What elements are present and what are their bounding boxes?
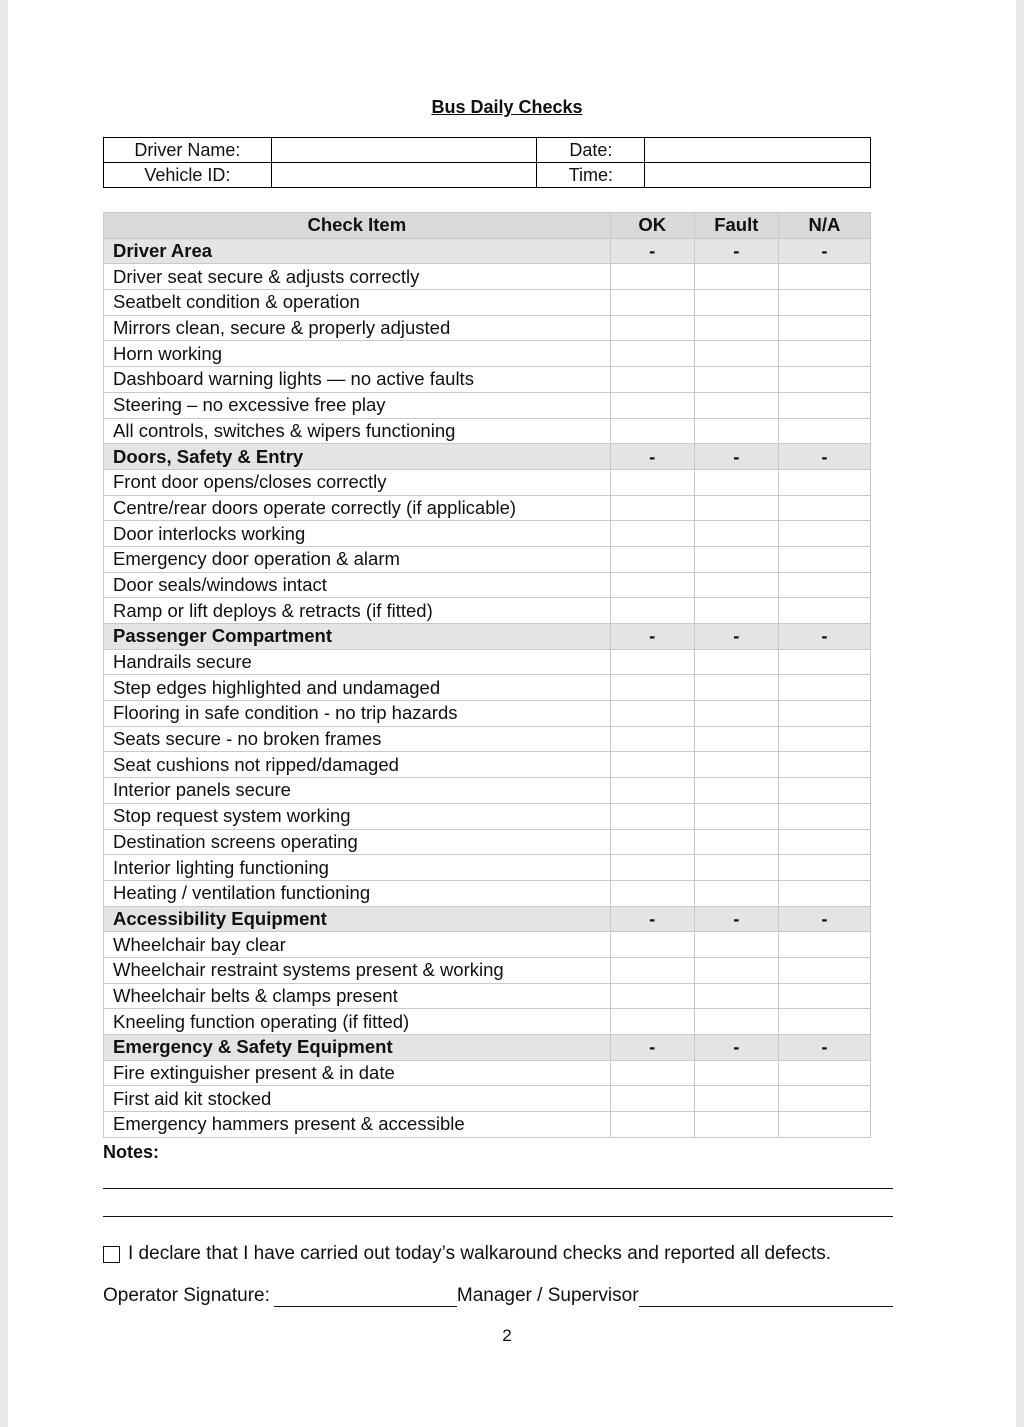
check-item-label: Heating / ventilation functioning xyxy=(104,880,611,906)
na-cell[interactable] xyxy=(778,701,870,727)
date-field[interactable] xyxy=(645,138,871,163)
na-cell[interactable] xyxy=(778,932,870,958)
check-row xyxy=(104,983,871,1009)
check-item-label: Wheelchair bay clear xyxy=(104,932,611,958)
fault-cell[interactable] xyxy=(694,290,778,316)
check-row xyxy=(104,1009,871,1035)
ok-cell[interactable] xyxy=(610,957,694,983)
section-marker-fault: - xyxy=(694,238,778,264)
check-row xyxy=(104,932,871,958)
header-na: N/A xyxy=(778,213,870,239)
section-row xyxy=(104,906,871,932)
check-item-label: Door seals/windows intact xyxy=(104,572,611,598)
check-item-label: Emergency hammers present & accessible xyxy=(104,1112,611,1138)
check-row xyxy=(104,418,871,444)
declaration-checkbox[interactable] xyxy=(103,1246,120,1263)
ok-cell[interactable] xyxy=(610,1060,694,1086)
ok-cell[interactable] xyxy=(610,1009,694,1035)
fault-cell[interactable] xyxy=(694,983,778,1009)
ok-cell[interactable] xyxy=(610,855,694,881)
operator-signature-field[interactable] xyxy=(274,1286,457,1307)
na-cell[interactable] xyxy=(778,649,870,675)
check-row xyxy=(104,392,871,418)
na-cell[interactable] xyxy=(778,829,870,855)
ok-cell[interactable] xyxy=(610,829,694,855)
na-cell[interactable] xyxy=(778,726,870,752)
na-cell[interactable] xyxy=(778,983,870,1009)
check-item-label: Seatbelt condition & operation xyxy=(104,290,611,316)
ok-cell[interactable] xyxy=(610,341,694,367)
na-cell[interactable] xyxy=(778,418,870,444)
check-row xyxy=(104,367,871,393)
ok-cell[interactable] xyxy=(610,1086,694,1112)
page-title: Bus Daily Checks xyxy=(431,97,583,117)
section-row xyxy=(104,624,871,650)
check-item-label: Handrails secure xyxy=(104,649,611,675)
ok-cell[interactable] xyxy=(610,290,694,316)
fault-cell[interactable] xyxy=(694,726,778,752)
na-cell[interactable] xyxy=(778,469,870,495)
section-title: Emergency & Safety Equipment xyxy=(104,1035,611,1061)
check-item-label: First aid kit stocked xyxy=(104,1086,611,1112)
ok-cell[interactable] xyxy=(610,649,694,675)
fault-cell[interactable] xyxy=(694,803,778,829)
section-marker-na: - xyxy=(778,444,870,470)
check-row xyxy=(104,290,871,316)
na-cell[interactable] xyxy=(778,957,870,983)
na-cell[interactable] xyxy=(778,521,870,547)
check-item-label: Steering – no excessive free play xyxy=(104,392,611,418)
time-label: Time: xyxy=(537,163,645,188)
ok-cell[interactable] xyxy=(610,675,694,701)
check-row xyxy=(104,572,871,598)
ok-cell[interactable] xyxy=(610,367,694,393)
driver-name-field[interactable] xyxy=(271,138,537,163)
checks-header-row xyxy=(104,213,871,239)
notes-line-1[interactable] xyxy=(103,1188,893,1189)
time-field[interactable] xyxy=(645,163,871,188)
check-row xyxy=(104,829,871,855)
fault-cell[interactable] xyxy=(694,495,778,521)
declaration-text: I declare that I have carried out today’s walkaround checks and reported all defects. xyxy=(128,1243,832,1264)
check-item-label: Interior panels secure xyxy=(104,778,611,804)
fault-cell[interactable] xyxy=(694,957,778,983)
checks-table xyxy=(103,212,871,1138)
check-row xyxy=(104,546,871,572)
ok-cell[interactable] xyxy=(610,726,694,752)
na-cell[interactable] xyxy=(778,598,870,624)
section-marker-ok: - xyxy=(610,238,694,264)
na-cell[interactable] xyxy=(778,778,870,804)
check-row xyxy=(104,957,871,983)
ok-cell[interactable] xyxy=(610,495,694,521)
check-item-label: Front door opens/closes correctly xyxy=(104,469,611,495)
check-item-label: Seats secure - no broken frames xyxy=(104,726,611,752)
check-row xyxy=(104,1112,871,1138)
fault-cell[interactable] xyxy=(694,546,778,572)
fault-cell[interactable] xyxy=(694,649,778,675)
section-title: Driver Area xyxy=(104,238,611,264)
driver-info-table xyxy=(103,137,871,188)
fault-cell[interactable] xyxy=(694,932,778,958)
ok-cell[interactable] xyxy=(610,983,694,1009)
check-item-label: Step edges highlighted and undamaged xyxy=(104,675,611,701)
check-item-label: Seat cushions not ripped/damaged xyxy=(104,752,611,778)
document-page xyxy=(8,0,1016,1427)
fault-cell[interactable] xyxy=(694,418,778,444)
na-cell[interactable] xyxy=(778,803,870,829)
fault-cell[interactable] xyxy=(694,1086,778,1112)
check-row xyxy=(104,341,871,367)
fault-cell[interactable] xyxy=(694,752,778,778)
fault-cell[interactable] xyxy=(694,829,778,855)
check-row xyxy=(104,675,871,701)
declaration xyxy=(103,1243,831,1265)
section-row xyxy=(104,238,871,264)
fault-cell[interactable] xyxy=(694,701,778,727)
fault-cell[interactable] xyxy=(694,572,778,598)
na-cell[interactable] xyxy=(778,546,870,572)
check-item-label: All controls, switches & wipers functioning xyxy=(104,418,611,444)
check-item-label: Door interlocks working xyxy=(104,521,611,547)
na-cell[interactable] xyxy=(778,290,870,316)
check-item-label: Wheelchair restraint systems present & working xyxy=(104,957,611,983)
page-number: 2 xyxy=(502,1326,512,1345)
na-cell[interactable] xyxy=(778,675,870,701)
section-marker-ok: - xyxy=(610,444,694,470)
section-marker-na: - xyxy=(778,238,870,264)
check-row xyxy=(104,855,871,881)
fault-cell[interactable] xyxy=(694,880,778,906)
na-cell[interactable] xyxy=(778,1086,870,1112)
na-cell[interactable] xyxy=(778,264,870,290)
check-row xyxy=(104,1086,871,1112)
section-marker-na: - xyxy=(778,624,870,650)
ok-cell[interactable] xyxy=(610,418,694,444)
na-cell[interactable] xyxy=(778,880,870,906)
check-item-label: Dashboard warning lights — no active faults xyxy=(104,367,611,393)
check-item-label: Driver seat secure & adjusts correctly xyxy=(104,264,611,290)
check-row xyxy=(104,752,871,778)
check-row xyxy=(104,701,871,727)
fault-cell[interactable] xyxy=(694,521,778,547)
section-marker-fault: - xyxy=(694,1035,778,1061)
section-row xyxy=(104,444,871,470)
check-item-label: Destination screens operating xyxy=(104,829,611,855)
operator-signature-label: Operator Signature: xyxy=(103,1285,270,1306)
check-item-label: Stop request system working xyxy=(104,803,611,829)
na-cell[interactable] xyxy=(778,495,870,521)
na-cell[interactable] xyxy=(778,315,870,341)
fault-cell[interactable] xyxy=(694,1112,778,1138)
check-item-label: Centre/rear doors operate correctly (if applicable) xyxy=(104,495,611,521)
header-fault: Fault xyxy=(694,213,778,239)
section-title: Accessibility Equipment xyxy=(104,906,611,932)
ok-cell[interactable] xyxy=(610,469,694,495)
ok-cell[interactable] xyxy=(610,264,694,290)
driver-name-label: Driver Name: xyxy=(104,138,272,163)
fault-cell[interactable] xyxy=(694,598,778,624)
vehicle-id-field[interactable] xyxy=(271,163,537,188)
na-cell[interactable] xyxy=(778,572,870,598)
na-cell[interactable] xyxy=(778,1112,870,1138)
ok-cell[interactable] xyxy=(610,880,694,906)
check-item-label: Wheelchair belts & clamps present xyxy=(104,983,611,1009)
section-marker-fault: - xyxy=(694,624,778,650)
na-cell[interactable] xyxy=(778,855,870,881)
fault-cell[interactable] xyxy=(694,675,778,701)
fault-cell[interactable] xyxy=(694,1060,778,1086)
check-item-label: Emergency door operation & alarm xyxy=(104,546,611,572)
section-marker-na: - xyxy=(778,906,870,932)
section-marker-ok: - xyxy=(610,1035,694,1061)
vehicle-id-label: Vehicle ID: xyxy=(104,163,272,188)
check-item-label: Mirrors clean, secure & properly adjusted xyxy=(104,315,611,341)
check-item-label: Interior lighting functioning xyxy=(104,855,611,881)
check-row xyxy=(104,598,871,624)
section-title: Doors, Safety & Entry xyxy=(104,444,611,470)
notes-line-2[interactable] xyxy=(103,1216,893,1217)
ok-cell[interactable] xyxy=(610,315,694,341)
fault-cell[interactable] xyxy=(694,855,778,881)
section-marker-na: - xyxy=(778,1035,870,1061)
ok-cell[interactable] xyxy=(610,1112,694,1138)
check-row xyxy=(104,649,871,675)
fault-cell[interactable] xyxy=(694,778,778,804)
check-row xyxy=(104,495,871,521)
manager-supervisor-label: Manager / Supervisor xyxy=(456,1285,639,1306)
check-row xyxy=(104,315,871,341)
ok-cell[interactable] xyxy=(610,932,694,958)
header-check-item: Check Item xyxy=(104,213,611,239)
check-row xyxy=(104,264,871,290)
na-cell[interactable] xyxy=(778,367,870,393)
fault-cell[interactable] xyxy=(694,315,778,341)
ok-cell[interactable] xyxy=(610,572,694,598)
ok-cell[interactable] xyxy=(610,546,694,572)
check-item-label: Kneeling function operating (if fitted) xyxy=(104,1009,611,1035)
check-item-label: Flooring in safe condition - no trip hazards xyxy=(104,701,611,727)
na-cell[interactable] xyxy=(778,1060,870,1086)
ok-cell[interactable] xyxy=(610,778,694,804)
check-row xyxy=(104,880,871,906)
signature-line xyxy=(103,1285,893,1307)
section-title: Passenger Compartment xyxy=(104,624,611,650)
fault-cell[interactable] xyxy=(694,392,778,418)
manager-signature-field[interactable] xyxy=(639,1286,893,1307)
check-row xyxy=(104,803,871,829)
na-cell[interactable] xyxy=(778,392,870,418)
fault-cell[interactable] xyxy=(694,367,778,393)
check-row xyxy=(104,726,871,752)
check-row xyxy=(104,1060,871,1086)
fault-cell[interactable] xyxy=(694,341,778,367)
check-item-label: Horn working xyxy=(104,341,611,367)
section-marker-ok: - xyxy=(610,906,694,932)
ok-cell[interactable] xyxy=(610,521,694,547)
section-row xyxy=(104,1035,871,1061)
ok-cell[interactable] xyxy=(610,752,694,778)
ok-cell[interactable] xyxy=(610,701,694,727)
check-row xyxy=(104,469,871,495)
check-row xyxy=(104,521,871,547)
ok-cell[interactable] xyxy=(610,803,694,829)
section-marker-ok: - xyxy=(610,624,694,650)
date-label: Date: xyxy=(537,138,645,163)
ok-cell[interactable] xyxy=(610,598,694,624)
check-item-label: Ramp or lift deploys & retracts (if fitted) xyxy=(104,598,611,624)
fault-cell[interactable] xyxy=(694,264,778,290)
notes-label: Notes: xyxy=(103,1142,160,1162)
check-item-label: Fire extinguisher present & in date xyxy=(104,1060,611,1086)
na-cell[interactable] xyxy=(778,752,870,778)
fault-cell[interactable] xyxy=(694,1009,778,1035)
header-ok: OK xyxy=(610,213,694,239)
check-row xyxy=(104,778,871,804)
na-cell[interactable] xyxy=(778,1009,870,1035)
fault-cell[interactable] xyxy=(694,469,778,495)
ok-cell[interactable] xyxy=(610,392,694,418)
section-marker-fault: - xyxy=(694,444,778,470)
section-marker-fault: - xyxy=(694,906,778,932)
na-cell[interactable] xyxy=(778,341,870,367)
